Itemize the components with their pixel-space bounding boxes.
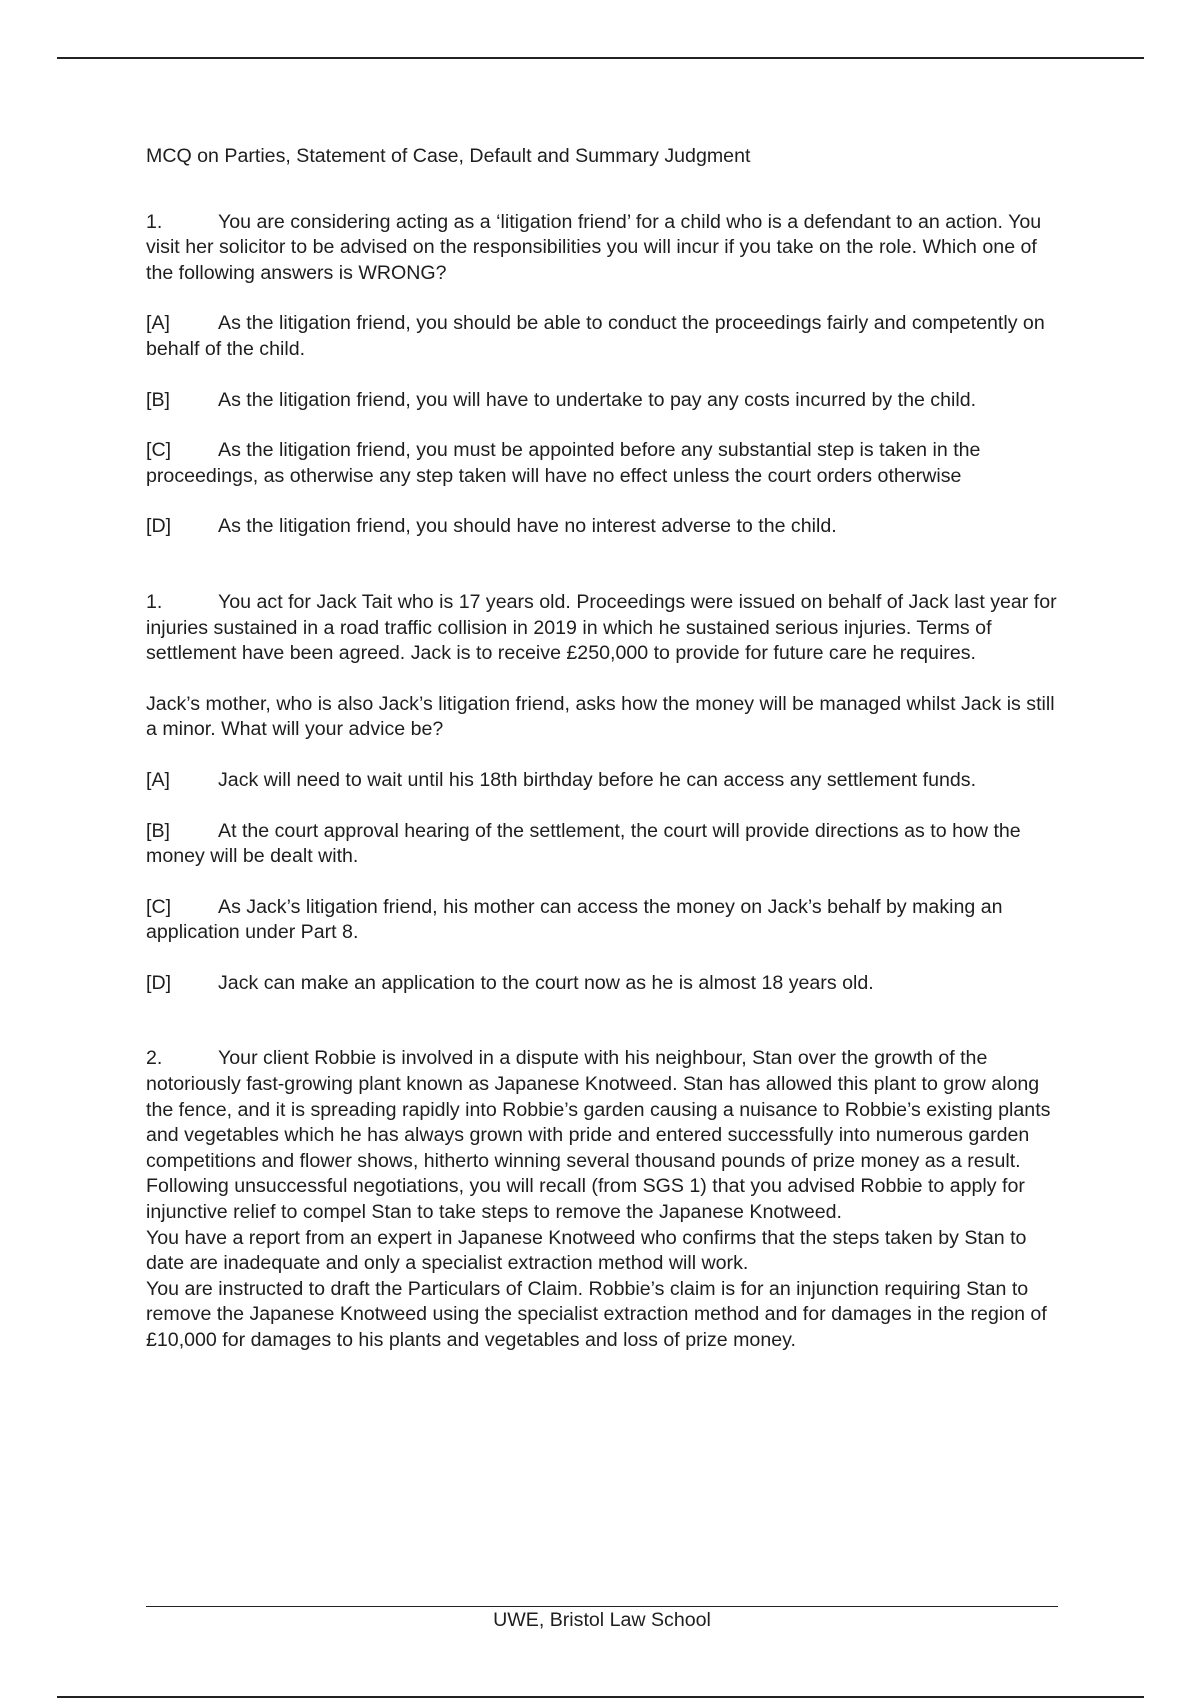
answer-option <box>146 768 1066 794</box>
option-letter: [D] <box>146 971 172 994</box>
answer-option <box>146 819 1066 870</box>
option-letter: [D] <box>146 515 172 538</box>
option-letter: [A] <box>146 768 170 791</box>
question-text: Your client Robbie is involved in a dispute with his neighbour, Stan over the growth of the notoriously fast-growing plant known as Japanese Knotweed. Stan has allowed this plant to grow along the fence, and it is spreading rapidly into Robbie’s garden causing a nuisance to Robbie’s existing plants and vegetables which he has always grown with pride and entered successfully into numerous garden competitions and flower shows, hitherto winning several thousand pounds of prize money as a result. <box>146 1047 1051 1172</box>
scenario-paragraph: You have a report from an expert in Japanese Knotweed who confirms that the steps taken by Stan to date are inadequate and only a specialist extraction method will work. <box>146 1226 1027 1275</box>
option-text: As Jack’s litigation friend, his mother can access the money on Jack’s behalf by making an application under Part 8. <box>146 895 1003 944</box>
question-text: You are considering acting as a ‘litigation friend’ for a child who is a defendant to an action. You visit her solicitor to be advised on the responsibilities you will incur if you take on the role. Which one of the following answers is WRONG? <box>146 210 1042 284</box>
option-letter: [C] <box>146 895 172 918</box>
page-footer: UWE, Bristol Law School <box>493 1609 711 1631</box>
document-title: MCQ on Parties, Statement of Case, Default and Summary Judgment <box>146 145 751 167</box>
scenario-paragraph: Following unsuccessful negotiations, you will recall (from SGS 1) that you advised Robbie to apply for injunctive relief to compel Stan to take steps to remove the Japanese Knotweed. <box>146 1175 1025 1224</box>
bottom-rule <box>57 1696 1144 1698</box>
question-stem <box>146 590 1066 667</box>
question-followup: Jack’s mother, who is also Jack’s litigation friend, asks how the money will be managed whilst Jack is still a minor. What will your advice be? <box>146 692 1055 741</box>
answer-option <box>146 971 1066 997</box>
answer-option <box>146 388 1066 414</box>
question-block <box>146 590 1066 997</box>
footer-rule <box>146 1606 1058 1607</box>
answer-option <box>146 895 1066 946</box>
option-text: As the litigation friend, you must be appointed before any substantial step is taken in the proceedings, as otherwise any step taken will have no effect unless the court orders otherwise <box>146 439 981 487</box>
scenario-paragraph: You are instructed to draft the Particulars of Claim. Robbie’s claim is for an injunction requiring Stan to remove the Japanese Knotweed using the specialist extraction method and for damages in the region of £10,000 for damages to his plants and vegetables and loss of prize money. <box>146 1277 1047 1351</box>
answer-option <box>146 311 1066 362</box>
option-letter: [C] <box>146 439 172 462</box>
answer-option <box>146 514 1066 540</box>
question-stem <box>146 1046 1066 1174</box>
document-body <box>146 144 1066 1354</box>
question-block <box>146 1046 1066 1353</box>
question-block <box>146 210 1066 540</box>
question-stem <box>146 210 1066 287</box>
option-text: Jack can make an application to the court now as he is almost 18 years old. <box>218 971 874 994</box>
option-letter: [A] <box>146 312 170 335</box>
option-text: At the court approval hearing of the settlement, the court will provide directions as to how the money will be dealt with. <box>146 819 1021 868</box>
option-text: As the litigation friend, you will have to undertake to pay any costs incurred by the child. <box>218 388 977 411</box>
answer-option <box>146 438 1066 489</box>
question-number: 1. <box>146 210 163 233</box>
question-text: You act for Jack Tait who is 17 years old. Proceedings were issued on behalf of Jack last year for injuries sustained in a road traffic collision in 2019 in which he sustained serious injuries. Terms of settlement have been agreed. Jack is to receive £250,000 to provide for future care he requires. <box>146 590 1057 665</box>
option-text: As the litigation friend, you should have no interest adverse to the child. <box>218 515 837 538</box>
option-text: As the litigation friend, you should be able to conduct the proceedings fairly and competently on behalf of the child. <box>146 312 1045 360</box>
option-letter: [B] <box>146 388 170 411</box>
question-number: 1. <box>146 590 163 613</box>
top-rule <box>57 57 1144 59</box>
option-letter: [B] <box>146 819 170 842</box>
option-text: Jack will need to wait until his 18th birthday before he can access any settlement funds. <box>218 768 977 791</box>
question-number: 2. <box>146 1047 163 1070</box>
